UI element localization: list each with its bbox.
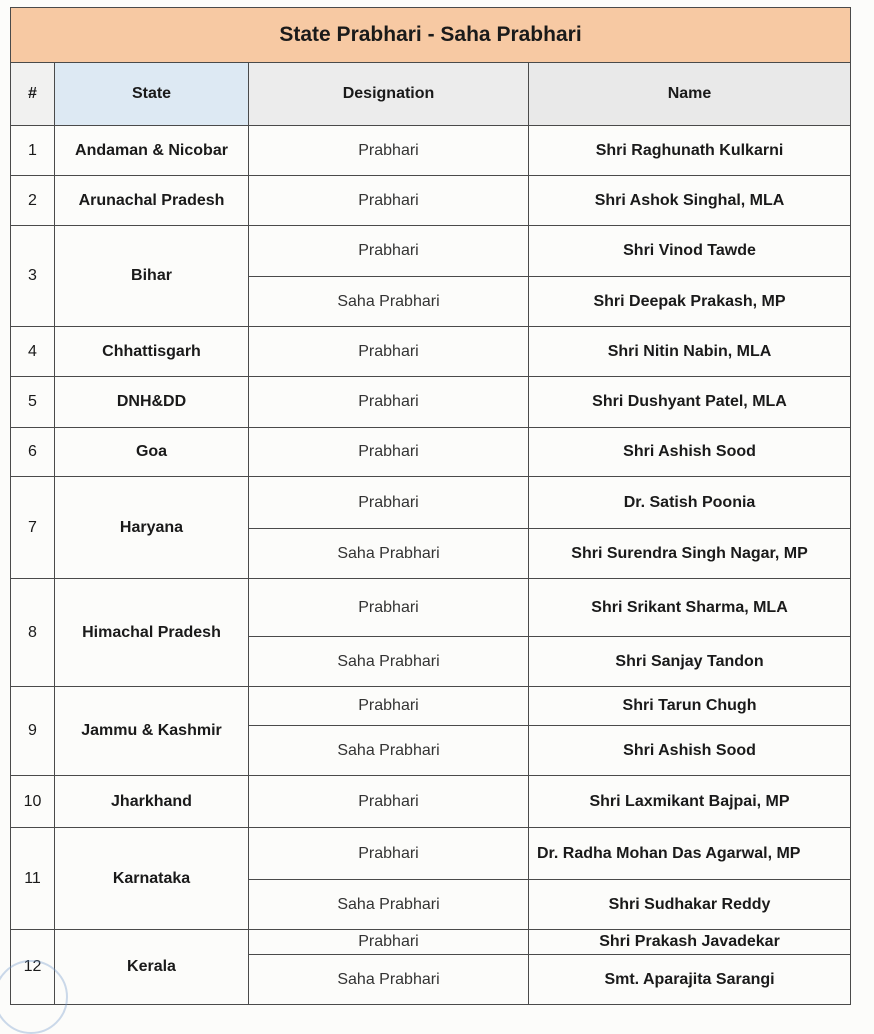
name-cell: Shri Dushyant Patel, MLA — [529, 377, 851, 428]
state-cell: Goa — [55, 428, 249, 477]
designation-cell: Saha Prabhari — [249, 955, 529, 1005]
row-number: 7 — [11, 477, 55, 579]
table-body — [11, 126, 851, 1005]
state-cell: Karnataka — [55, 828, 249, 930]
table-row — [11, 428, 851, 477]
state-cell: DNH&DD — [55, 377, 249, 428]
designation-cell: Prabhari — [249, 126, 529, 176]
state-cell: Jammu & Kashmir — [55, 687, 249, 776]
table-row — [11, 477, 851, 529]
name-cell: Shri Vinod Tawde — [529, 226, 851, 277]
table-row — [11, 930, 851, 955]
designation-cell: Prabhari — [249, 776, 529, 828]
row-number: 5 — [11, 377, 55, 428]
document — [10, 7, 850, 1005]
state-cell: Kerala — [55, 930, 249, 1005]
name-cell: Shri Sudhakar Reddy — [529, 880, 851, 930]
name-cell: Shri Ashok Singhal, MLA — [529, 176, 851, 226]
table-row — [11, 579, 851, 637]
table-row — [11, 377, 851, 428]
table-row — [11, 126, 851, 176]
header-name: Name — [529, 63, 851, 126]
header-designation: Designation — [249, 63, 529, 126]
table-row — [11, 226, 851, 277]
table-row — [11, 776, 851, 828]
row-number: 3 — [11, 226, 55, 327]
name-cell: Shri Raghunath Kulkarni — [529, 126, 851, 176]
name-cell: Shri Srikant Sharma, MLA — [529, 579, 851, 637]
row-number: 10 — [11, 776, 55, 828]
row-number: 4 — [11, 327, 55, 377]
name-cell: Shri Nitin Nabin, MLA — [529, 327, 851, 377]
name-cell: Shri Surendra Singh Nagar, MP — [529, 529, 851, 579]
table-title: State Prabhari - Saha Prabhari — [11, 8, 851, 63]
designation-cell: Prabhari — [249, 428, 529, 477]
row-number: 8 — [11, 579, 55, 687]
state-cell: Haryana — [55, 477, 249, 579]
header-number: # — [11, 63, 55, 126]
designation-cell: Prabhari — [249, 687, 529, 726]
header-state: State — [55, 63, 249, 126]
row-number: 1 — [11, 126, 55, 176]
designation-cell: Prabhari — [249, 176, 529, 226]
state-cell: Chhattisgarh — [55, 327, 249, 377]
row-number: 2 — [11, 176, 55, 226]
designation-cell: Saha Prabhari — [249, 529, 529, 579]
designation-cell: Prabhari — [249, 327, 529, 377]
name-cell: Shri Laxmikant Bajpai, MP — [529, 776, 851, 828]
row-number: 12 — [11, 930, 55, 1005]
state-cell: Andaman & Nicobar — [55, 126, 249, 176]
name-cell: Shri Ashish Sood — [529, 726, 851, 776]
table-row — [11, 687, 851, 726]
designation-cell: Prabhari — [249, 477, 529, 529]
state-cell: Bihar — [55, 226, 249, 327]
name-cell: Shri Ashish Sood — [529, 428, 851, 477]
stamp-seal — [0, 960, 68, 1034]
name-cell: Shri Sanjay Tandon — [529, 637, 851, 687]
designation-cell: Saha Prabhari — [249, 726, 529, 776]
row-number: 11 — [11, 828, 55, 930]
table-row — [11, 176, 851, 226]
designation-cell: Saha Prabhari — [249, 277, 529, 327]
table-row — [11, 828, 851, 880]
table-row — [11, 327, 851, 377]
state-cell: Jharkhand — [55, 776, 249, 828]
designation-cell: Prabhari — [249, 579, 529, 637]
name-cell: Shri Tarun Chugh — [529, 687, 851, 726]
row-number: 6 — [11, 428, 55, 477]
name-cell: Shri Deepak Prakash, MP — [529, 277, 851, 327]
designation-cell: Saha Prabhari — [249, 637, 529, 687]
designation-cell: Prabhari — [249, 930, 529, 955]
row-number: 9 — [11, 687, 55, 776]
name-cell: Dr. Satish Poonia — [529, 477, 851, 529]
name-cell: Shri Prakash Javadekar — [529, 930, 851, 955]
designation-cell: Prabhari — [249, 226, 529, 277]
name-cell: Smt. Aparajita Sarangi — [529, 955, 851, 1005]
designation-cell: Saha Prabhari — [249, 880, 529, 930]
designation-cell: Prabhari — [249, 828, 529, 880]
name-cell: Dr. Radha Mohan Das Agarwal, MP — [529, 828, 851, 880]
state-cell: Arunachal Pradesh — [55, 176, 249, 226]
prabhari-table — [10, 7, 851, 1005]
state-cell: Himachal Pradesh — [55, 579, 249, 687]
designation-cell: Prabhari — [249, 377, 529, 428]
